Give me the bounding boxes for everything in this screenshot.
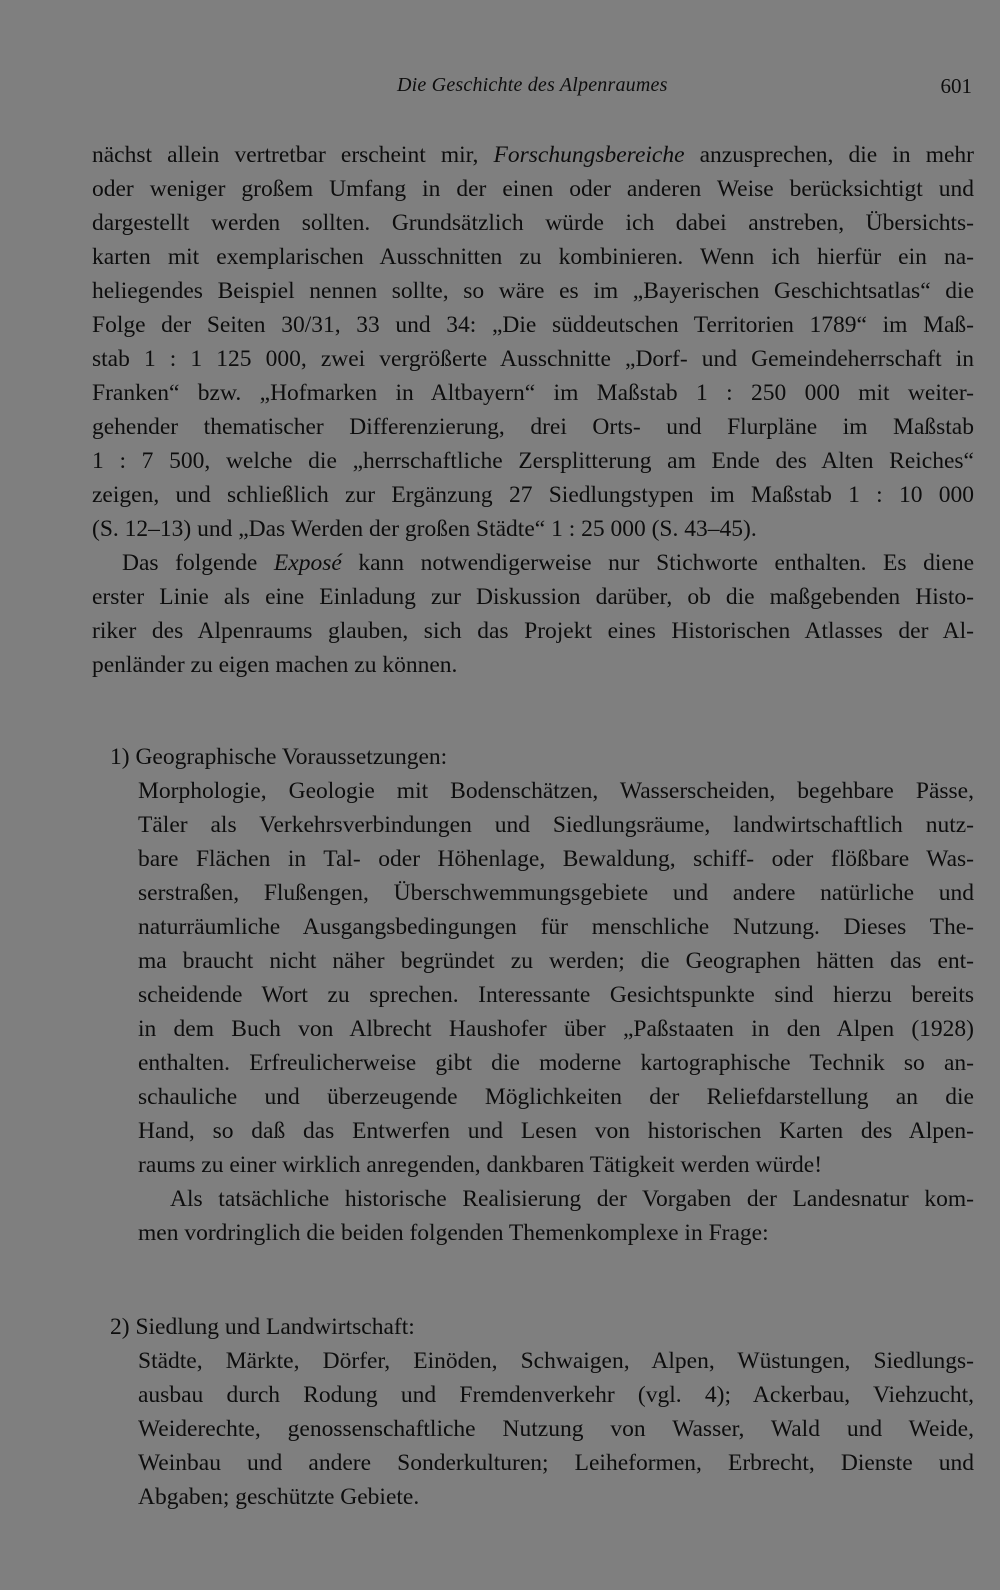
running-title: Die Geschichte des Alpenraumes (397, 74, 668, 96)
paragraph-line: Folge der Seiten 30/31, 33 und 34: „Die süddeutschen Territorien 1789“ im Maß- (92, 312, 974, 338)
section-line: serstraßen, Flußengen, Überschwemmungsgebiete und andere natürliche und (138, 880, 974, 906)
section-line: naturräumliche Ausgangsbedingungen für menschliche Nutzung. Dieses The- (138, 914, 974, 940)
section-line: Hand, so daß das Entwerfen und Lesen von historischen Karten des Alpen- (138, 1118, 974, 1144)
paragraph-line: zeigen, und schließlich zur Ergänzung 27 Siedlungstypen im Maßstab 1 : 10 000 (92, 482, 974, 508)
section-line: enthalten. Erfreulicherweise gibt die moderne kartographische Technik so an- (138, 1050, 974, 1076)
paragraph-line: riker des Alpenraums glauben, sich das Projekt eines Historischen Atlasses der Al- (92, 618, 974, 644)
paragraph-line: stab 1 : 1 125 000, zwei vergrößerte Ausschnitte „Dorf- und Gemeindeherrschaft in (92, 346, 974, 372)
paragraph-line: oder weniger großem Umfang in der einen oder anderen Weise berücksichtigt und (92, 176, 974, 202)
text-run: Das folgende (122, 550, 274, 576)
section-line: Morphologie, Geologie mit Bodenschätzen, Wasserscheiden, begehbare Pässe, (138, 778, 974, 804)
section-line: men vordringlich die beiden folgenden Themenkomplexe in Frage: (138, 1220, 769, 1246)
section-line: in dem Buch von Albrecht Haushofer über „Paßstaaten in den Alpen (1928) (138, 1016, 974, 1042)
section-line: Als tatsächliche historische Realisierung der Vorgaben der Landesnatur kom- (170, 1186, 974, 1212)
paragraph-line: heliegendes Beispiel nennen sollte, so wäre es im „Bayerischen Geschichtsatlas“ die (92, 278, 974, 304)
paragraph-line: 1 : 7 500, welche die „herrschaftliche Zersplitterung am Ende des Alten Reiches“ (92, 448, 974, 474)
paragraph-line (92, 144, 974, 168)
paragraph-line: karten mit exemplarischen Ausschnitten zu kombinieren. Wenn ich hierfür ein na- (92, 244, 974, 270)
paragraph-line: (S. 12–13) und „Das Werden der großen Städte“ 1 : 25 000 (S. 43–45). (92, 516, 757, 542)
section-line: scheidende Wort zu sprechen. Interessante Gesichtspunkte sind hierzu bereits (138, 982, 974, 1008)
section-heading: 1) Geographische Voraussetzungen: (110, 744, 448, 770)
paragraph-line: gehender thematischer Differenzierung, drei Orts- und Flurpläne im Maßstab (92, 414, 974, 440)
section-line: Abgaben; geschützte Gebiete. (138, 1484, 420, 1510)
page-number: 601 (940, 74, 972, 98)
section-line: raums zu einer wirklich anregenden, dankbaren Tätigkeit werden würde! (138, 1152, 823, 1178)
text-run: anzusprechen, die in mehr (684, 142, 974, 168)
section-line: Weinbau und andere Sonderkulturen; Leiheformen, Erbrecht, Dienste und (138, 1450, 974, 1476)
running-head (92, 74, 972, 104)
section-line: bare Flächen in Tal- oder Höhenlage, Bewaldung, schiff- oder flößbare Was- (138, 846, 974, 872)
text-run: kann notwendigerweise nur Stichworte enthalten. Es diene (341, 550, 975, 576)
text-run: nächst allein vertretbar erscheint mir, (92, 142, 494, 168)
section-line: schauliche und überzeugende Möglichkeiten der Reliefdarstellung an die (138, 1084, 974, 1110)
paragraph-line: erster Linie als eine Einladung zur Diskussion darüber, ob die maßgebenden Histo- (92, 584, 974, 610)
emphasis-text: Exposé (273, 550, 342, 576)
section-heading: 2) Siedlung und Landwirtschaft: (110, 1314, 415, 1340)
section-line: Weiderechte, genossenschaftliche Nutzung von Wasser, Wald und Weide, (138, 1416, 974, 1442)
section-line: Städte, Märkte, Dörfer, Einöden, Schwaigen, Alpen, Wüstungen, Siedlungs- (138, 1348, 974, 1374)
emphasis-text: Forschungsbereiche (493, 142, 685, 168)
paragraph-line: penländer zu eigen machen zu können. (92, 652, 458, 678)
section-line: Täler als Verkehrsverbindungen und Siedlungsräume, landwirtschaftlich nutz- (138, 812, 974, 838)
section-line: ma braucht nicht näher begründet zu werden; die Geographen hätten das ent- (138, 948, 974, 974)
paragraph-line: Franken“ bzw. „Hofmarken in Altbayern“ im Maßstab 1 : 250 000 mit weiter- (92, 380, 974, 406)
section-line: ausbau durch Rodung und Fremdenverkehr (vgl. 4); Ackerbau, Viehzucht, (138, 1382, 974, 1408)
paragraph-line (122, 552, 974, 576)
paragraph-line: dargestellt werden sollten. Grundsätzlich würde ich dabei anstreben, Übersichts- (92, 210, 974, 236)
